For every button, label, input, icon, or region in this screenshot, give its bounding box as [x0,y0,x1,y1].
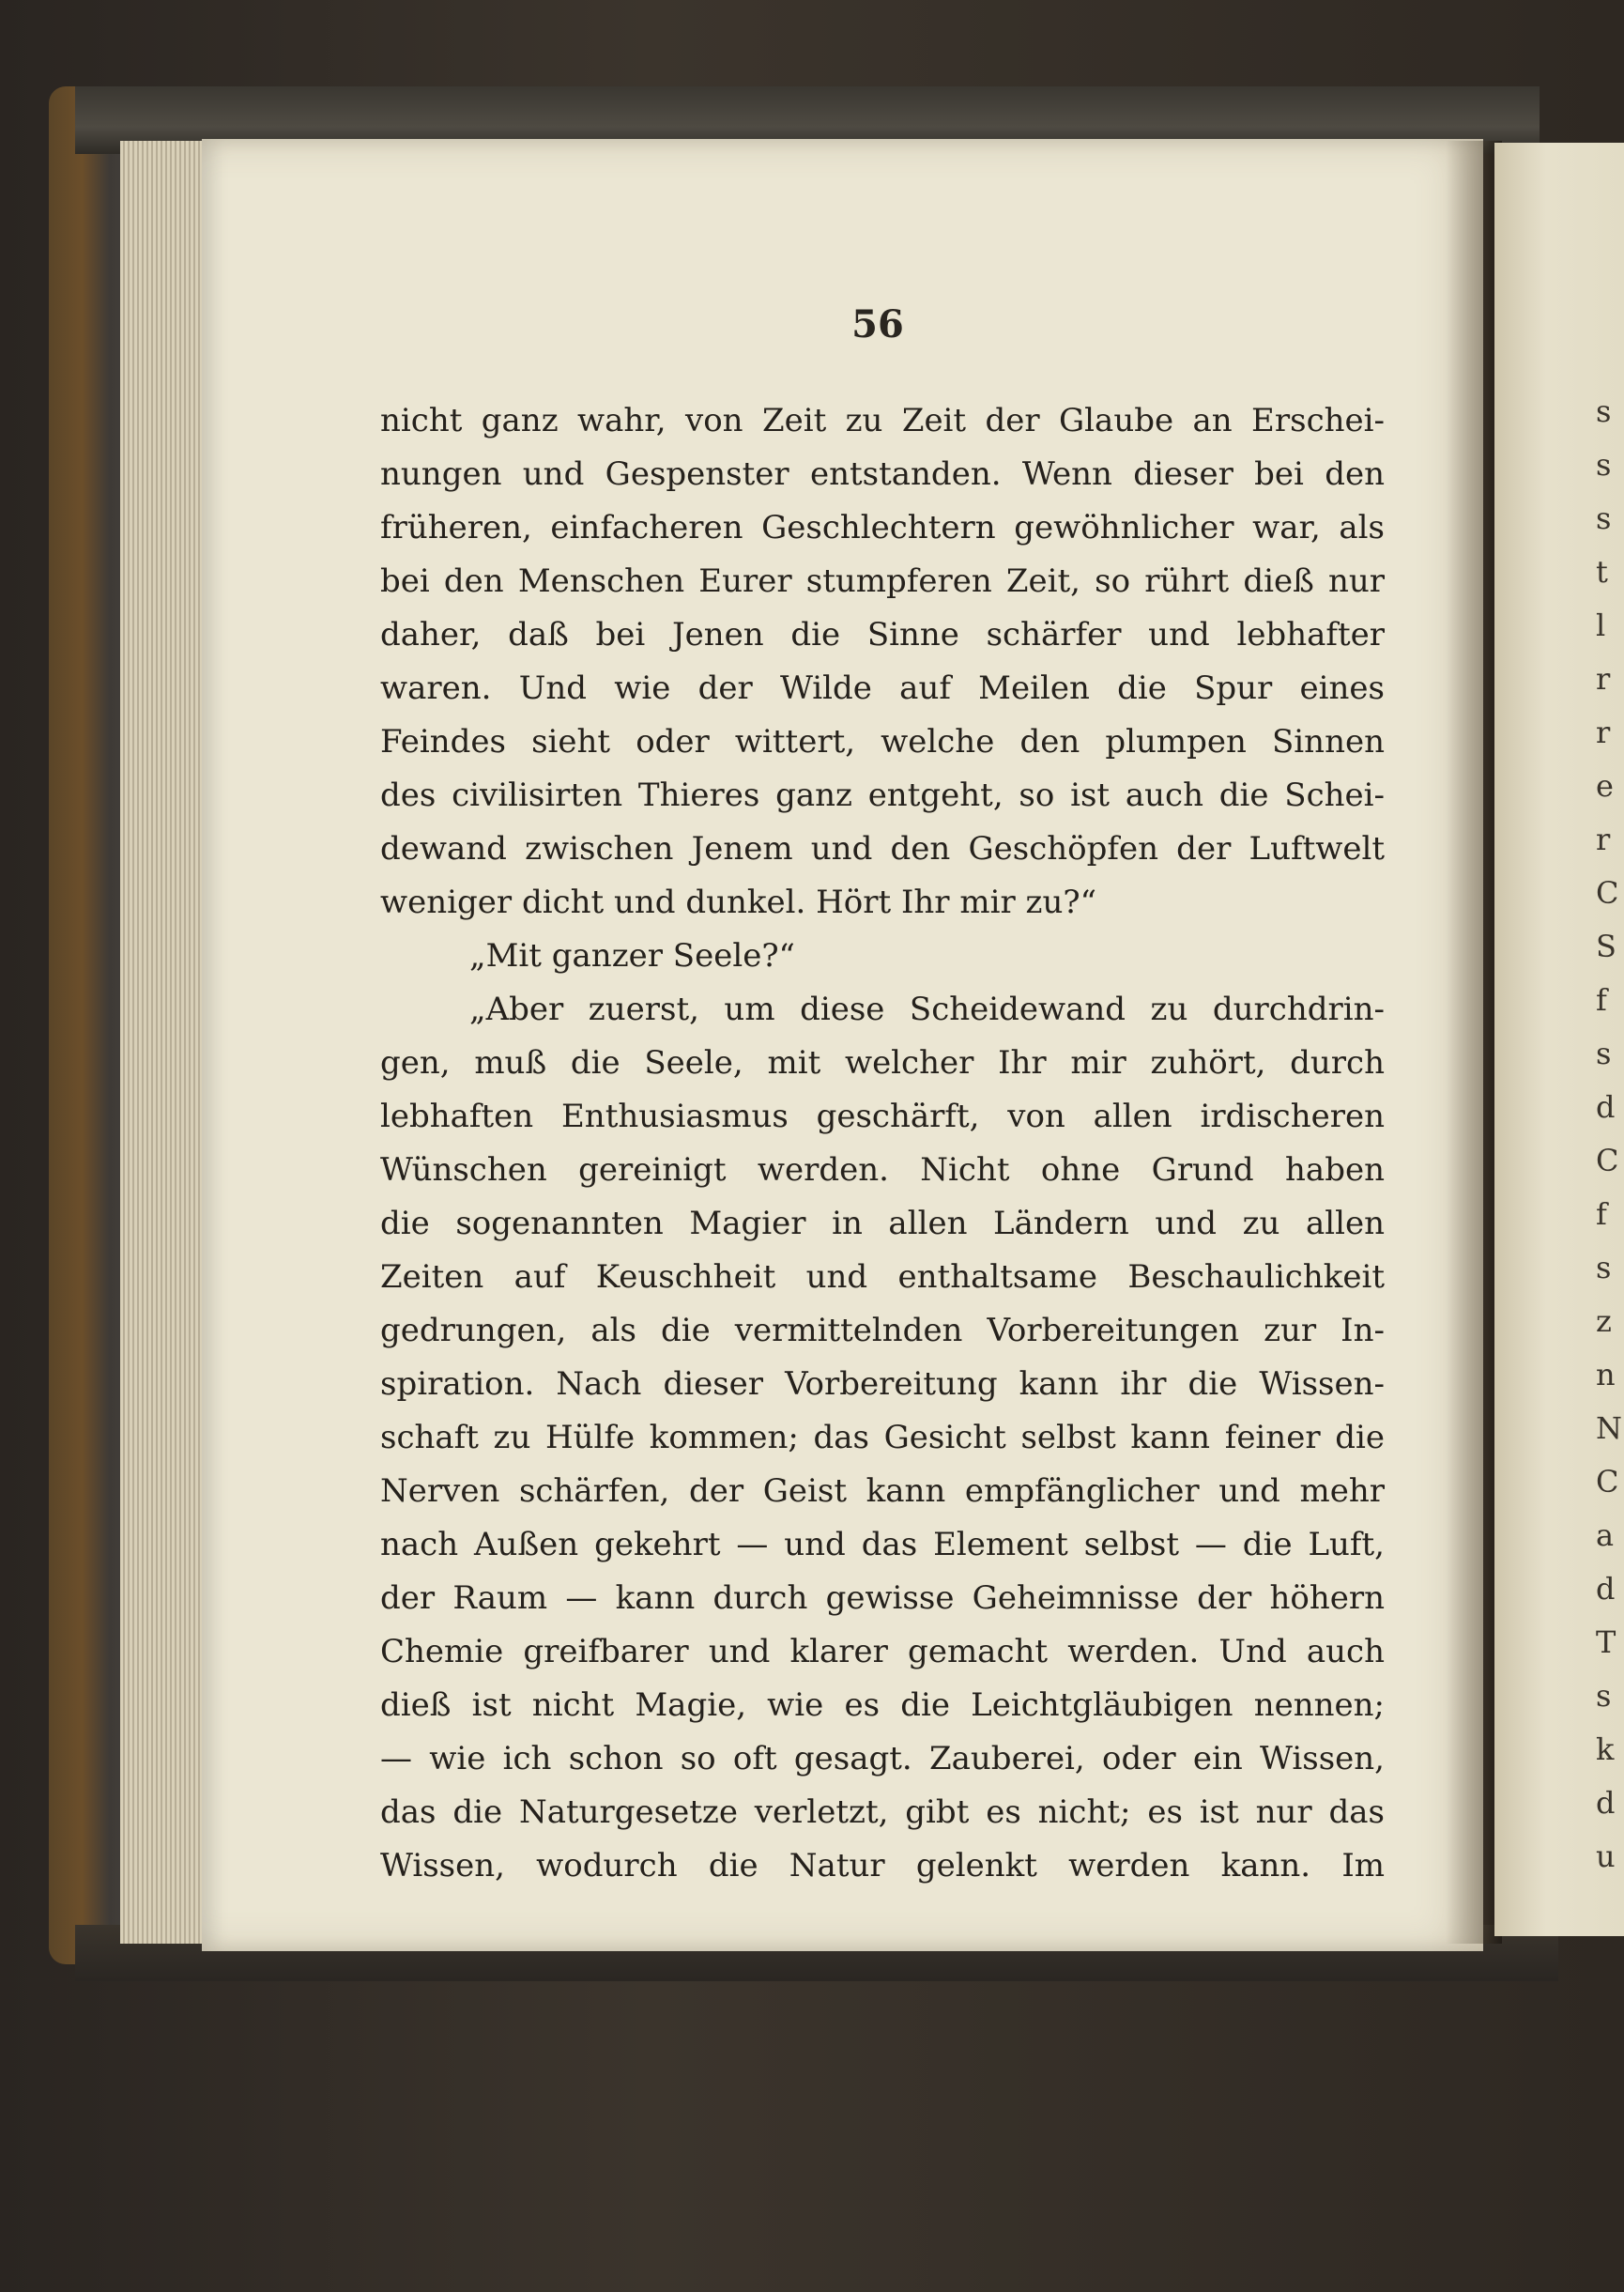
edge-letter: d [1596,1785,1616,1821]
text-line: daher, daß bei Jenen die Sinne schärfer und lebhafter [380,616,1385,654]
text-line: weniger dicht und dunkel. Hört Ihr mir zu?“ [380,884,1096,921]
text-line: „Mit ganzer Seele?“ [469,937,795,975]
edge-letter: r [1596,715,1611,750]
edge-letter: N [1596,1410,1622,1446]
text-line: nach Außen gekehrt — und das Element selbst — die Luft, [380,1526,1385,1563]
edge-letter: n [1596,1357,1616,1392]
text-line: bei den Menschen Eurer stumpferen Zeit, so rührt dieß nur [380,562,1385,600]
text-line: Wissen, wodurch die Natur gelenkt werden kann. Im [380,1847,1385,1884]
edge-letter: a [1596,1517,1615,1553]
text-line: Chemie greifbarer und klarer gemacht werden. Und auch [380,1633,1385,1670]
edge-letter: r [1596,822,1611,857]
edge-letter: k [1596,1731,1615,1767]
edge-letter: s [1596,1036,1612,1071]
edge-letter: f [1596,1196,1607,1232]
text-line: Feindes sieht oder wittert, welche den plumpen Sinnen [380,723,1385,761]
edge-letter: s [1596,500,1612,536]
edge-letter: s [1596,1250,1612,1285]
text-line: gedrungen, als die vermittelnden Vorbereitungen zur In- [380,1312,1385,1349]
edge-letter: e [1596,768,1614,804]
page-number: 56 [851,302,904,346]
text-line: waren. Und wie der Wilde auf Meilen die Spur eines [380,669,1385,707]
text-line: Nerven schärfen, der Geist kann empfänglicher und mehr [380,1472,1385,1510]
text-line: Wünschen gereinigt werden. Nicht ohne Grund haben [380,1151,1385,1189]
edge-letter: s [1596,393,1612,429]
edge-letter: C [1596,1143,1619,1178]
edge-letter: l [1596,608,1606,643]
text-line: dewand zwischen Jenem und den Geschöpfen der Luftwelt [380,830,1385,868]
edge-letter: d [1596,1571,1616,1607]
text-line: lebhaften Enthusiasmus geschärft, von allen irdischeren [380,1098,1385,1135]
text-line: das die Naturgesetze verletzt, gibt es nicht; es ist nur das [380,1793,1385,1831]
edge-letter: s [1596,447,1612,483]
text-line: schaft zu Hülfe kommen; das Gesicht selbst kann feiner die [380,1419,1385,1456]
edge-letter: z [1596,1303,1612,1339]
edge-letter: u [1596,1838,1616,1874]
page-gutter [1446,141,1502,1944]
edge-letter: T [1596,1624,1616,1660]
page-edges [120,141,214,1944]
text-line: des civilisirten Thieres ganz entgeht, so ist auch die Schei- [380,777,1385,814]
text-line: nungen und Gespenster entstanden. Wenn dieser bei den [380,455,1385,493]
text-line: nicht ganz wahr, von Zeit zu Zeit der Glaube an Erschei- [380,402,1385,439]
text-line: — wie ich schon so oft gesagt. Zauberei, oder ein Wissen, [380,1740,1385,1777]
text-line: die sogenannten Magier in allen Ländern und zu allen [380,1205,1385,1242]
edge-letter: r [1596,661,1611,697]
text-line: früheren, einfacheren Geschlechtern gewöhnlicher war, als [380,509,1385,546]
edge-letter: S [1596,929,1616,964]
text-line: der Raum — kann durch gewisse Geheimnisse der höhern [380,1579,1385,1617]
facing-page-edge-letters [1596,385,1624,1884]
edge-letter: C [1596,1464,1619,1500]
text-line: gen, muß die Seele, mit welcher Ihr mir zuhört, durch [380,1044,1385,1082]
edge-letter: s [1596,1678,1612,1714]
edge-letter: C [1596,875,1619,911]
edge-letter: f [1596,982,1607,1018]
text-line: dieß ist nicht Magie, wie es die Leichtgläubigen nennen; [380,1686,1385,1724]
page-body [380,394,1385,1893]
text-line: „Aber zuerst, um diese Scheidewand zu durchdrin- [469,991,1385,1028]
edge-letter: t [1596,554,1608,590]
edge-letter: d [1596,1089,1616,1125]
text-line: Zeiten auf Keuschheit und enthaltsame Beschaulichkeit [380,1258,1385,1296]
text-line: spiration. Nach dieser Vorbereitung kann ihr die Wissen- [380,1365,1385,1403]
